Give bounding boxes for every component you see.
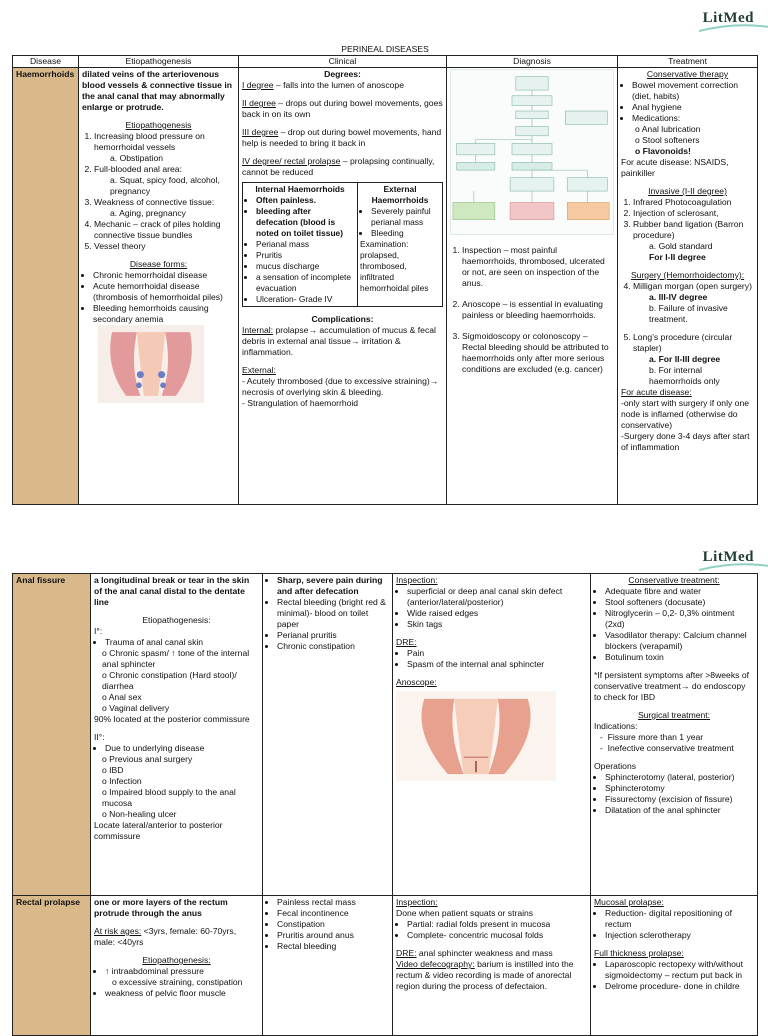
dre-text: DRE: anal sphincter weakness and mass xyxy=(396,948,553,958)
list-item: o Impaired blood supply to the anal mucosa xyxy=(102,787,236,808)
list-item: 3. Rubber band ligation (Barron procedure) a. Gold standard For I-II degree xyxy=(633,219,754,263)
list-item: • Wide raised edges xyxy=(407,608,587,619)
list-item: • Pain xyxy=(407,648,587,659)
secondary-label: II°: xyxy=(94,732,105,742)
list-item: -Surgery done 3-4 days after start of inflammation xyxy=(621,431,750,452)
list-item: • mucus discharge xyxy=(256,261,355,272)
list-item: • superficial or deep anal canal skin defect (anterior/lateral/posterior) xyxy=(407,586,587,608)
anal-fissure-clinical xyxy=(263,574,393,896)
etio-list xyxy=(82,131,235,252)
anal-fissure-diagnosis xyxy=(393,574,591,896)
mucosal-heading: Mucosal prolapse: xyxy=(594,897,664,907)
indications-label: Indications: xyxy=(594,721,638,731)
header-clinical: Clinical xyxy=(239,56,447,68)
list-item: • Painless rectal mass xyxy=(277,897,389,908)
rectal-prolapse-etiopathogenesis xyxy=(91,896,263,1036)
anoscope-heading: Anoscope: xyxy=(396,677,437,687)
list-item: • Fecal incontinence xyxy=(277,908,389,919)
list-item: • Often painless. xyxy=(256,195,355,206)
list-item: 1. Increasing blood pressure on hemorrhoidal vessels a. Obstipation xyxy=(94,131,235,164)
haemorrhoids-clinical xyxy=(239,68,447,505)
complication-internal: Internal: prolapse→ accumulation of mucus & fecal debris in external anal tissue→ irritation & inflammation. xyxy=(242,325,436,357)
list-item: o Chronic spasm/ ↑ tone of the internal anal sphincter xyxy=(102,648,250,669)
diagnosis-list xyxy=(450,245,614,375)
inspection-heading: Inspection: xyxy=(396,575,438,585)
anal-fissure-definition: a longitudinal break or tear in the skin of the anal canal distal to the dentate line xyxy=(94,575,250,607)
primary-label: I°: xyxy=(94,626,103,636)
inspection-text: Done when patient squats or strains xyxy=(396,908,534,918)
internal-haemorrhoids: Internal Haemorrhoids • Often painless. • bleeding after defecation (blood is noted on toilet tissue) • Perianal mass • Pruritis • mucus discharge • a sensation of incomplete evacuation • Ulceration- Grade IV xyxy=(243,183,358,307)
list-item: • a sensation of incomplete evacuation xyxy=(256,272,355,294)
list-item: • Reduction- digital repositioning of rectum xyxy=(605,908,754,930)
list-item: • Injection sclerotherapy xyxy=(605,930,754,941)
anal-canal-anatomy-image xyxy=(396,691,556,781)
etio-heading: Etiopathogenesis: xyxy=(142,615,211,625)
list-item: • Bowel movement correction (diet, habits) xyxy=(632,80,754,102)
complications-heading: Complications: xyxy=(311,314,374,324)
list-item: • Chronic hemorrhoidal disease xyxy=(93,270,235,281)
list-item: • Adequate fibre and water xyxy=(605,586,754,597)
list-item: o Anal sex xyxy=(102,692,142,702)
list-item: • Sharp, severe pain during and after defecation xyxy=(277,575,389,597)
surgical-heading: Surgical treatment: xyxy=(637,710,711,720)
list-item: • Anal hygiene xyxy=(632,102,754,113)
list-item: • Fissurectomy (excision of fissure) xyxy=(605,794,754,805)
list-item: • Laparoscopic rectopexy with/without sigmoidectomy – rectum put back in xyxy=(605,959,754,981)
risk-ages: At risk ages: <3yrs, female: 60-70yrs, male: <40yrs xyxy=(94,926,237,947)
list-item: o Infection xyxy=(102,776,142,786)
etio-heading: Etiopathogenesis: xyxy=(142,955,211,965)
list-item: • Due to underlying disease xyxy=(105,743,259,754)
list-item: • Pruritis around anus xyxy=(277,930,389,941)
diagnosis-flowchart-image xyxy=(450,69,614,235)
logo: LitMed xyxy=(703,549,754,566)
list-item: • weakness of pelvic floor muscle xyxy=(105,988,259,999)
list-item: 4. Milligan morgan (open surgery) a. III-IV degree b. Failure of invasive treatment. xyxy=(633,281,754,325)
list-item: 3. Weakness of connective tissue: a. Aging, pregnancy xyxy=(94,197,235,219)
persistent-note: *If persistent symptoms after >8weeks of conservative treatment→ do endoscopy to check for IBD xyxy=(594,670,749,702)
external-note: Examination: prolapsed, thrombosed, infiltrated hemorrhoidal piles xyxy=(360,239,429,293)
etio-heading: Etiopathogenesis xyxy=(125,120,192,130)
list-item: • Botulinum toxin xyxy=(605,652,754,663)
list-item: • Complete- concentric mucosal folds xyxy=(407,930,587,941)
complication-external-label: External: xyxy=(242,365,276,375)
degree-1: I degree – falls into the lumen of anoscope xyxy=(242,80,404,90)
rectum-anatomy-image xyxy=(96,325,206,403)
list-item: o Chronic constipation (Hard stool)/ diarrhea xyxy=(102,670,237,691)
dre-heading: DRE: xyxy=(396,637,417,647)
disease-haemorrhoids: Haemorrhoids xyxy=(13,68,79,505)
video-defecography: Video defecography: barium is instilled into the rectum & video recording is made of anorectal region during the process of defectaion. xyxy=(396,959,574,991)
invasive-heading: Invasive (I-II degree) xyxy=(648,186,727,196)
list-item: • Partial: radial folds present in mucosa xyxy=(407,919,587,930)
list-item: • Sphincterotomy (lateral, posterior) xyxy=(605,772,754,783)
internal-external-table xyxy=(242,182,443,307)
list-item: o Previous anal surgery xyxy=(102,754,193,764)
list-item: • Dilatation of the anal sphincter xyxy=(605,805,754,816)
perineal-diseases-table-page-1 xyxy=(12,44,758,505)
disease-anal-fissure: Anal fissure xyxy=(13,574,91,896)
external-haemorrhoids: External Haemorrhoids • Severely painful perianal mass • Bleeding Examination: prolapsed, thrombosed, infiltrated hemorrhoidal piles xyxy=(358,183,443,307)
logo-swoosh-icon xyxy=(699,24,768,32)
haemorrhoids-diagnosis xyxy=(447,68,618,505)
list-item: • Medications: xyxy=(632,113,754,124)
acute-heading: For acute disease: xyxy=(621,387,692,397)
header-disease: Disease xyxy=(13,56,79,68)
header-etiopathogenesis: Etiopathogenesis xyxy=(79,56,239,68)
list-item: • Rectal bleeding xyxy=(277,941,389,952)
rectal-prolapse-treatment xyxy=(591,896,758,1036)
list-item: • Nitroglycerin – 0,2- 0,3% ointment (2xd) xyxy=(605,608,754,630)
list-item: • Constipation xyxy=(277,919,389,930)
logo: LitMed xyxy=(703,10,754,27)
degree-3: III degree – drop out during bowel movements, hand help is needed to bring it back in xyxy=(242,127,442,148)
lateral-note: Locate lateral/anterior to posterior commissure xyxy=(94,820,223,841)
haemorrhoids-definition: dilated veins of the arteriovenous blood vessels & connective tissue in the anal canal that may abnormally enlarge or protrude. xyxy=(82,69,232,112)
list-item: 1. Infrared Photocoagulation xyxy=(633,197,754,208)
list-item: o Anal lubrication xyxy=(635,124,701,134)
haemorrhoids-etiopathogenesis xyxy=(79,68,239,505)
list-item: • Perianal mass xyxy=(256,239,355,250)
list-item: • Sphincterotomy xyxy=(605,783,754,794)
degree-4: IV degree/ rectal prolapse – prolapsing continually, cannot be reduced xyxy=(242,156,435,177)
list-item: -only start with surgery if only one node is inflamed (otherwise do conservative) xyxy=(621,398,750,430)
list-item: • Trauma of anal canal skin xyxy=(105,637,259,648)
header-treatment: Treatment xyxy=(618,56,758,68)
forms-list xyxy=(82,270,235,325)
acute-note: For acute disease: NSAIDS, painkiller xyxy=(621,157,729,178)
list-item: • Stool softeners (docusate) xyxy=(605,597,754,608)
forms-heading: Disease forms: xyxy=(129,259,188,269)
list-item: - Acutely thrombosed (due to excessive straining)→ necrosis of overlying skin & bleeding. xyxy=(242,376,439,397)
list-item: 3. Sigmoidoscopy or colonoscopy – Rectal bleeding should be attributed to haemorrhoids only after more serious conditions are excluded (e.g. cancer) xyxy=(462,331,614,375)
list-item: o Vaginal delivery xyxy=(102,703,170,713)
rectal-prolapse-clinical xyxy=(263,896,393,1036)
list-item: • Pruritis xyxy=(256,250,355,261)
list-item: • Ulceration- Grade IV xyxy=(256,294,355,305)
conservative-heading: Conservative treatment: xyxy=(628,575,720,585)
posterior-note: 90% located at the posterior commissure xyxy=(94,714,250,724)
list-item: • Severely painful perianal mass xyxy=(371,206,440,228)
list-item: • Spasm of the internal anal sphincter xyxy=(407,659,587,670)
list-item: • Rectal bleeding (bright red & minimal)- blood on toilet paper xyxy=(277,597,389,630)
anal-fissure-etiopathogenesis xyxy=(91,574,263,896)
list-item: • Vasodilator therapy: Calcium channel blockers (verapamil) xyxy=(605,630,754,652)
rectal-prolapse-definition: one or more layers of the rectum protrude through the anus xyxy=(94,897,228,918)
list-item: o excessive straining, constipation xyxy=(112,977,243,987)
list-item: 5. Long’s procedure (circular stapler) a. For II-III degree b. For internal haemorrhoids only xyxy=(633,332,754,387)
rectal-prolapse-diagnosis xyxy=(393,896,591,1036)
list-item: 2. Anoscope – is essential in evaluating painless or bleeding haemorrhoids. xyxy=(462,299,614,321)
list-item: • ↑ intraabdominal pressure xyxy=(105,966,259,977)
list-item: • Skin tags xyxy=(407,619,587,630)
degree-2: II degree – drops out during bowel movements, goes back in on its own xyxy=(242,98,443,119)
perineal-diseases-table-page-2 xyxy=(12,573,758,1036)
list-item: • Bleeding xyxy=(371,228,440,239)
anal-fissure-treatment xyxy=(591,574,758,896)
inspection-heading: Inspection: xyxy=(396,897,438,907)
list-item: • Bleeding hemorrhoids causing secondary anemia xyxy=(93,303,235,325)
list-item: 1. Inspection – most painful haemorrhoids, thrombosed, ulcerated or not, are seen on inspection of the anus. xyxy=(462,245,614,289)
surgery-heading: Surgery (Hemorrhoidectomy): xyxy=(630,270,745,280)
list-item: 5. Vessel theory xyxy=(94,241,235,252)
list-item: - Fissure more than 1 year xyxy=(600,732,704,742)
list-item: • Chronic constipation xyxy=(277,641,389,652)
list-item: 2. Full-blooded anal area: a. Squat, spicy food, alcohol, pregnancy xyxy=(94,164,235,197)
logo-swoosh-icon xyxy=(699,563,768,571)
haemorrhoids-treatment xyxy=(618,68,758,505)
degrees-heading: Degrees: xyxy=(324,69,361,79)
conservative-heading: Conservative therapy xyxy=(646,69,729,79)
list-item: 2. Injection of sclerosant, xyxy=(633,208,754,219)
disease-rectal-prolapse: Rectal prolapse xyxy=(13,896,91,1036)
page-title: PERINEAL DISEASES xyxy=(341,44,429,54)
list-item: • Acute hemorrhoidal disease (thrombosis of hemorrhoidal piles) xyxy=(93,281,235,303)
list-item: - Inefective conservative treatment xyxy=(600,743,734,753)
list-item: o Non-healing ulcer xyxy=(102,809,177,819)
full-thickness-heading: Full thickness prolapse: xyxy=(594,948,684,958)
list-item: o IBD xyxy=(102,765,124,775)
list-item: 4. Mechanic – crack of piles holding connective tissue bundles xyxy=(94,219,235,241)
list-item: • bleeding after defecation (blood is noted on toilet tissue) xyxy=(256,206,355,239)
list-item: o Flavonoids! xyxy=(635,146,691,156)
list-item: • Delrome procedure- done in childre xyxy=(605,981,754,992)
list-item: • Perianal pruritis xyxy=(277,630,389,641)
header-diagnosis: Diagnosis xyxy=(447,56,618,68)
list-item: o Stool softeners xyxy=(635,135,700,145)
list-item: - Strangulation of haemorrhoid xyxy=(242,398,359,408)
operations-label: Operations xyxy=(594,761,637,771)
